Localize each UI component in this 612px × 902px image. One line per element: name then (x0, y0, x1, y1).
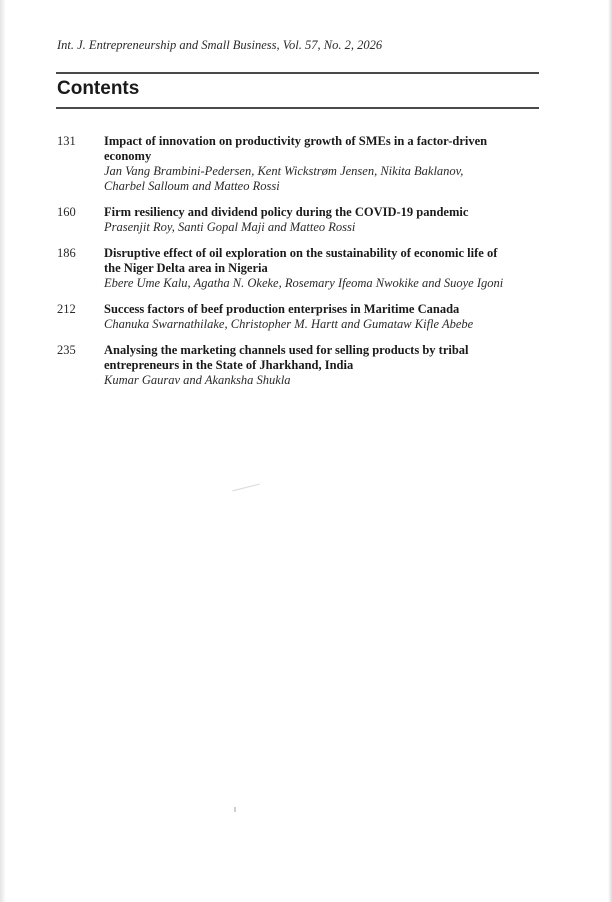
entry-body (104, 302, 539, 332)
entry-body (104, 134, 539, 194)
article-title-line[interactable]: the Niger Delta area in Nigeria (104, 261, 268, 275)
entry-body (104, 246, 539, 291)
top-rule (56, 72, 539, 74)
article-authors-line: Jan Vang Brambini-Pedersen, Kent Wickstrøm Jensen, Nikita Baklanov, (104, 164, 464, 178)
bottom-rule (56, 107, 539, 109)
toc-entry[interactable] (57, 134, 539, 194)
scan-smudge (232, 484, 259, 492)
article-title-line[interactable]: Analysing the marketing channels used for selling products by tribal (104, 343, 469, 357)
article-authors-line: Prasenjit Roy, Santi Gopal Maji and Matteo Rossi (104, 220, 356, 234)
article-title-line[interactable]: Success factors of beef production enterprises in Maritime Canada (104, 302, 460, 316)
article-title-line[interactable]: entrepreneurs in the State of Jharkhand, India (104, 358, 354, 372)
toc-entry[interactable] (57, 205, 539, 235)
page-number: 131 (57, 134, 76, 148)
page-number: 212 (57, 302, 76, 316)
article-title-line[interactable]: economy (104, 149, 152, 163)
table-of-contents (57, 134, 539, 399)
contents-heading: Contents (57, 78, 140, 99)
article-title-line[interactable]: Impact of innovation on productivity growth of SMEs in a factor-driven (104, 134, 488, 148)
article-authors-line: Ebere Ume Kalu, Agatha N. Okeke, Rosemary Ifeoma Nwokike and Suoye Igoni (104, 276, 504, 290)
page-number: 235 (57, 343, 76, 357)
article-authors-line: Kumar Gaurav and Akanksha Shukla (104, 373, 291, 387)
page-number: 160 (57, 205, 76, 219)
toc-entry[interactable] (57, 246, 539, 291)
page-edge-shadow (0, 0, 6, 902)
scan-speck (234, 807, 236, 812)
toc-entry[interactable] (57, 302, 539, 332)
page-edge-shadow (608, 0, 612, 902)
article-authors-line: Chanuka Swarnathilake, Christopher M. Hartt and Gumataw Kifle Abebe (104, 317, 474, 331)
article-authors-line: Charbel Salloum and Matteo Rossi (104, 179, 280, 193)
journal-citation-header: Int. J. Entrepreneurship and Small Business, Vol. 57, No. 2, 2026 (57, 38, 383, 52)
article-title-line[interactable]: Firm resiliency and dividend policy during the COVID-19 pandemic (104, 205, 469, 219)
page-number: 186 (57, 246, 76, 260)
article-title-line[interactable]: Disruptive effect of oil exploration on the sustainability of economic life of (104, 246, 498, 260)
entry-body (104, 343, 539, 388)
toc-entry[interactable] (57, 343, 539, 388)
entry-body (104, 205, 539, 235)
